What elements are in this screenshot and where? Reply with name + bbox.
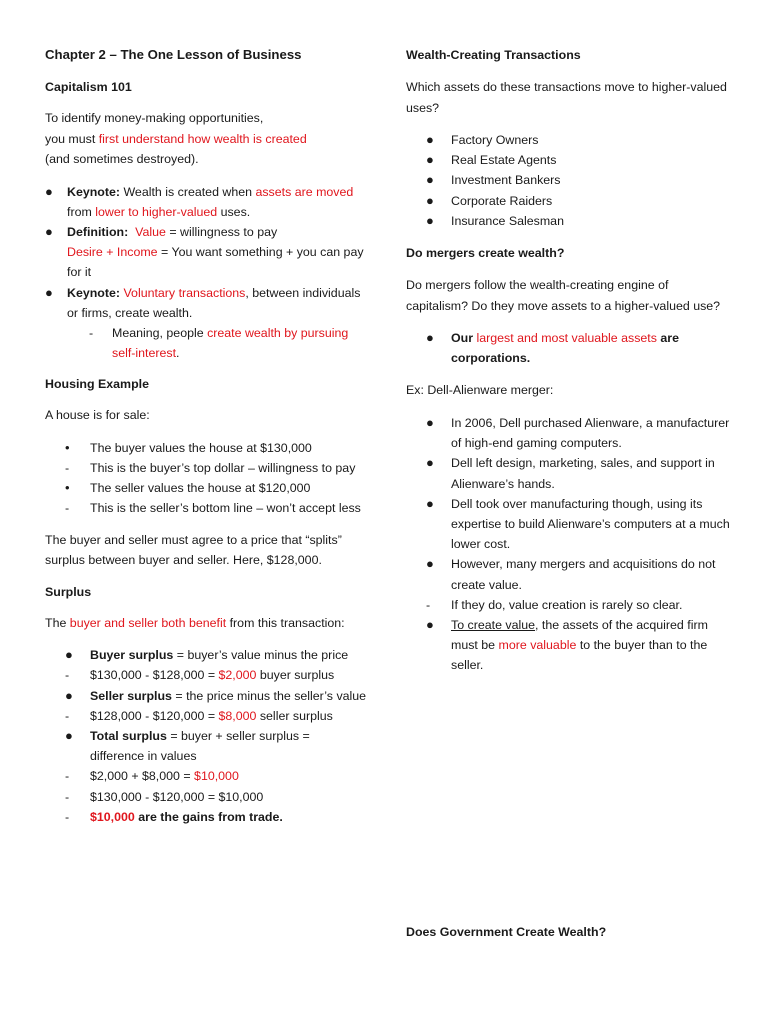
list-item: - $130,000 - $120,000 = $10,000 [65,789,264,804]
list-item: - $128,000 - $120,000 = $8,000 seller surplus [65,708,333,723]
housing-split: The buyer and seller must agree to a price that “splits” surplus between buyer and seller. Here, $128,000. [45,532,342,568]
surplus-heading: Surplus [45,584,92,599]
list-item: ● In 2006, Dell purchased Alienware, a manufacturer of high-end gaming computers. [426,414,730,451]
list-item: • The seller values the house at $120,000 [65,480,311,496]
chapter-title: Chapter 2 – The One Lesson of Business [45,47,302,62]
list-item: ● Seller surplus = the price minus the seller’s value [65,687,367,703]
list-item: ● Keynote: Wealth is created when assets are moved from lower to higher-valued uses. [45,183,354,219]
housing-intro: A house is for sale: [45,408,150,423]
surplus-intro: The buyer and seller both benefit from this transaction: [45,615,345,630]
list-item: ● Real Estate Agents [426,152,557,168]
mergers-question: Do mergers follow the wealth-creating engine of capitalism? Do they move assets to a higher-valued use? [406,278,721,313]
list-item: ● To create value, the assets of the acquired firm must be more valuable to the buyer than to the seller. [426,616,708,673]
list-item: ● Our largest and most valuable assets are corporations. [426,330,679,366]
wct-heading: Wealth-Creating Transactions [406,48,581,62]
list-item: ● Total surplus = buyer + seller surplus = difference in values [65,727,310,764]
dell-list [406,413,730,676]
list-item: ● However, many mergers and acquisitions do not create value. [426,556,716,592]
list-item: - Meaning, people create wealth by pursuing self-interest. [89,325,349,361]
capitalism-intro: To identify money-making opportunities, you must first understand how wealth is created (and sometimes destroyed). [45,111,307,166]
dell-heading: Ex: Dell-Alienware merger: [406,383,554,398]
list-item: - $130,000 - $128,000 = $2,000 buyer surplus [65,668,335,683]
list-item: • The buyer values the house at $130,000 [65,439,312,455]
wct-list [406,130,730,231]
capitalism-heading: Capitalism 101 [45,80,132,94]
list-item: - If they do, value creation is rarely so clear. [426,597,683,612]
list-item: ● Corporate Raiders [426,192,553,208]
list-item: ● Definition: Value = willingness to pay Desire + Income = You want something + you can pay for it [45,223,364,280]
mergers-heading: Do mergers create wealth? [406,246,565,261]
housing-heading: Housing Example [45,377,149,392]
list-item: ● Keynote: Voluntary transactions, between individuals or firms, create wealth. [45,284,361,320]
capitalism-keynotes [45,182,367,364]
list-item: ● Buyer surplus = buyer’s value minus the price [65,647,349,663]
government-heading: Does Government Create Wealth? [406,925,607,939]
housing-list [45,438,367,519]
list-item: - This is the buyer’s top dollar – willingness to pay [65,461,356,476]
wct-question: Which assets do these transactions move to higher-valued uses? [406,80,727,115]
list-item: ● Investment Bankers [426,172,561,188]
list-item: ● Dell took over manufacturing though, using its expertise to build Alienware’s computers at a much lower cost. [426,495,730,552]
surplus-list [45,645,367,827]
list-item: - $2,000 + $8,000 = $10,000 [65,769,239,784]
right-column [406,44,730,687]
list-item: ● Dell left design, marketing, sales, and support in Alienware’s hands. [426,455,715,491]
list-item: ● Factory Owners [426,132,539,147]
list-item: - This is the seller’s bottom line – won’t accept less [65,501,361,516]
left-column [45,44,367,838]
list-item: ● Insurance Salesman [426,212,564,228]
list-item: - $10,000 are the gains from trade. [65,809,283,824]
our-assets-list [406,328,730,368]
